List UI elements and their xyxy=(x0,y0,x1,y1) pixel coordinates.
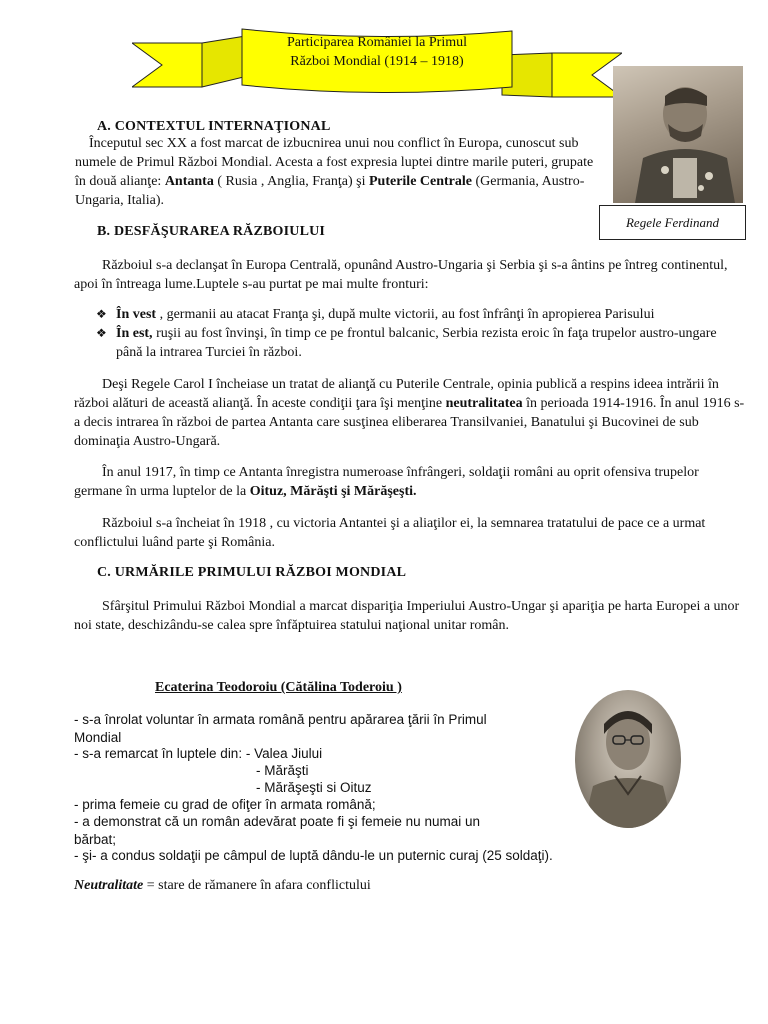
list-item xyxy=(96,305,746,324)
paragraph-3-start: În anul 1917, în timp ce Antanta înregistra numeroase înfrângeri, soldaţii români au oprit ofensiva trupelor germane în urma luptelor de la xyxy=(74,465,699,499)
bullet-label: În est, xyxy=(116,326,153,341)
definition-text: = stare de rămanere în afara conflictului xyxy=(143,878,371,893)
title-banner xyxy=(132,25,622,103)
banner-title-line2: Război Mondial (1914 – 1918) xyxy=(290,54,464,69)
paragraph-2-end: în perioada 1914-1916. În anul 1916 s-a decis intrarea în război de partea Antanta care susţinea eliberarea Transilvaniei, Banatului şi Bucovinei de sub dominaţia Austro-Ungară. xyxy=(74,396,745,449)
definition-term: Neutralitate xyxy=(74,878,144,893)
king-portrait xyxy=(613,66,743,203)
neutralitatea-term: neutralitatea xyxy=(445,396,523,411)
section-c-paragraph: Sfârşitul Primului Război Mondial a marcat dispariţia Imperiului Austro-Ungar şi apariţia pe harta Europei a unor noi state, deschizându-se calea spre înfăptuirea statului naţional unitar român. xyxy=(74,599,740,633)
biography-line-3: - Mărăşti xyxy=(256,763,309,778)
section-a-heading: A. CONTEXTUL INTERNAŢIONAL xyxy=(97,119,331,134)
biography-line-1: - s-a înrolat voluntar în armata română pentru apărarea ţării în Primul Mondial xyxy=(74,712,487,745)
biography-line-4: - Mărăşeşti si Oituz xyxy=(256,780,372,795)
bullet-label: În vest xyxy=(116,307,157,322)
biography-line-5: - prima femeie cu grad de ofiţer în armata română; xyxy=(74,797,376,812)
biography-title: Ecaterina Teodoroiu (Cătălina Toderoiu ) xyxy=(155,680,402,695)
diamond-bullet-icon: ❖ xyxy=(96,326,107,340)
section-b-paragraph-4: Războiul s-a încheiat în 1918 , cu victoria Antantei şi a aliaţilor ei, la semnarea tratatului de pace ce a urmat conflictului luând parte şi România. xyxy=(74,516,706,550)
banner-title-line1: Participarea României la Primul xyxy=(286,35,467,50)
list-item xyxy=(96,324,746,362)
biography-line-2: - s-a remarcat în luptele din: - Valea Jiului xyxy=(74,746,323,761)
section-c-heading: C. URMĂRILE PRIMULUI RĂZBOI MONDIAL xyxy=(97,565,407,580)
fronts-list xyxy=(96,305,746,362)
section-b-paragraph-3 xyxy=(74,463,746,501)
banner-title xyxy=(262,33,492,71)
king-portrait-caption: Regele Ferdinand xyxy=(599,205,746,240)
section-a-paragraph xyxy=(75,134,595,210)
paragraph-2-start: Deşi Regele Carol I încheiase un tratat de alianţă cu Puterile Centrale, opinia publică a respins ideea intrării în război alături de această alianţă. În aceste condiţii ţara îşi menţine xyxy=(74,377,719,411)
battles-list: Oituz, Mărăşti şi Mărăşeşti. xyxy=(249,484,417,499)
section-b-paragraph-2 xyxy=(74,375,746,451)
section-a-text-start: Începutul sec XX a fost marcat de izbucnirea unui nou conflict în Europa, cunoscut sub numele de Primul Război Mondial. Acesta a fost expresia luptei dintre marile puteri, grupate în două alianţe: xyxy=(75,136,594,189)
bullet-text: ruşii au fost învinşi, în timp ce pe frontul balcanic, Serbia rezista eroic în faţa trupelor austro-ungare până la intrarea Turciei în război. xyxy=(116,326,717,360)
section-a-text-end: (Germania, Austro-Ungaria, Italia). xyxy=(75,174,585,208)
puterile-centrale-term: Puterile Centrale xyxy=(368,174,472,189)
section-b-paragraph-1: Războiul s-a declanşat în Europa Centrală, opunând Austro-Ungaria şi Serbia şi s-a ântins pe întreg continentul, apoi în întreaga lume.Luptele s-au purtat pe mai multe fronturi: xyxy=(74,258,728,292)
bullet-text: , germanii au atacat Franţa şi, după multe victorii, au fost înfrânţi în apropierea Parisului xyxy=(156,307,655,322)
antanta-term: Antanta xyxy=(164,174,214,189)
section-b-heading: B. DESFĂŞURAREA RĂZBOIULUI xyxy=(97,224,326,239)
ecaterina-portrait xyxy=(575,690,681,828)
definition xyxy=(74,878,371,894)
section-a-text-mid: ( Rusia , Anglia, Franţa) şi xyxy=(213,174,369,189)
biography-line-6: - a demonstrat că un român adevărat poate fi şi femeie nu numai un bărbat; xyxy=(74,814,480,847)
biography-line-7: - şi- a condus soldaţii pe câmpul de luptă dându-le un puternic curaj (25 soldaţi). xyxy=(74,848,553,863)
diamond-bullet-icon: ❖ xyxy=(96,307,107,321)
